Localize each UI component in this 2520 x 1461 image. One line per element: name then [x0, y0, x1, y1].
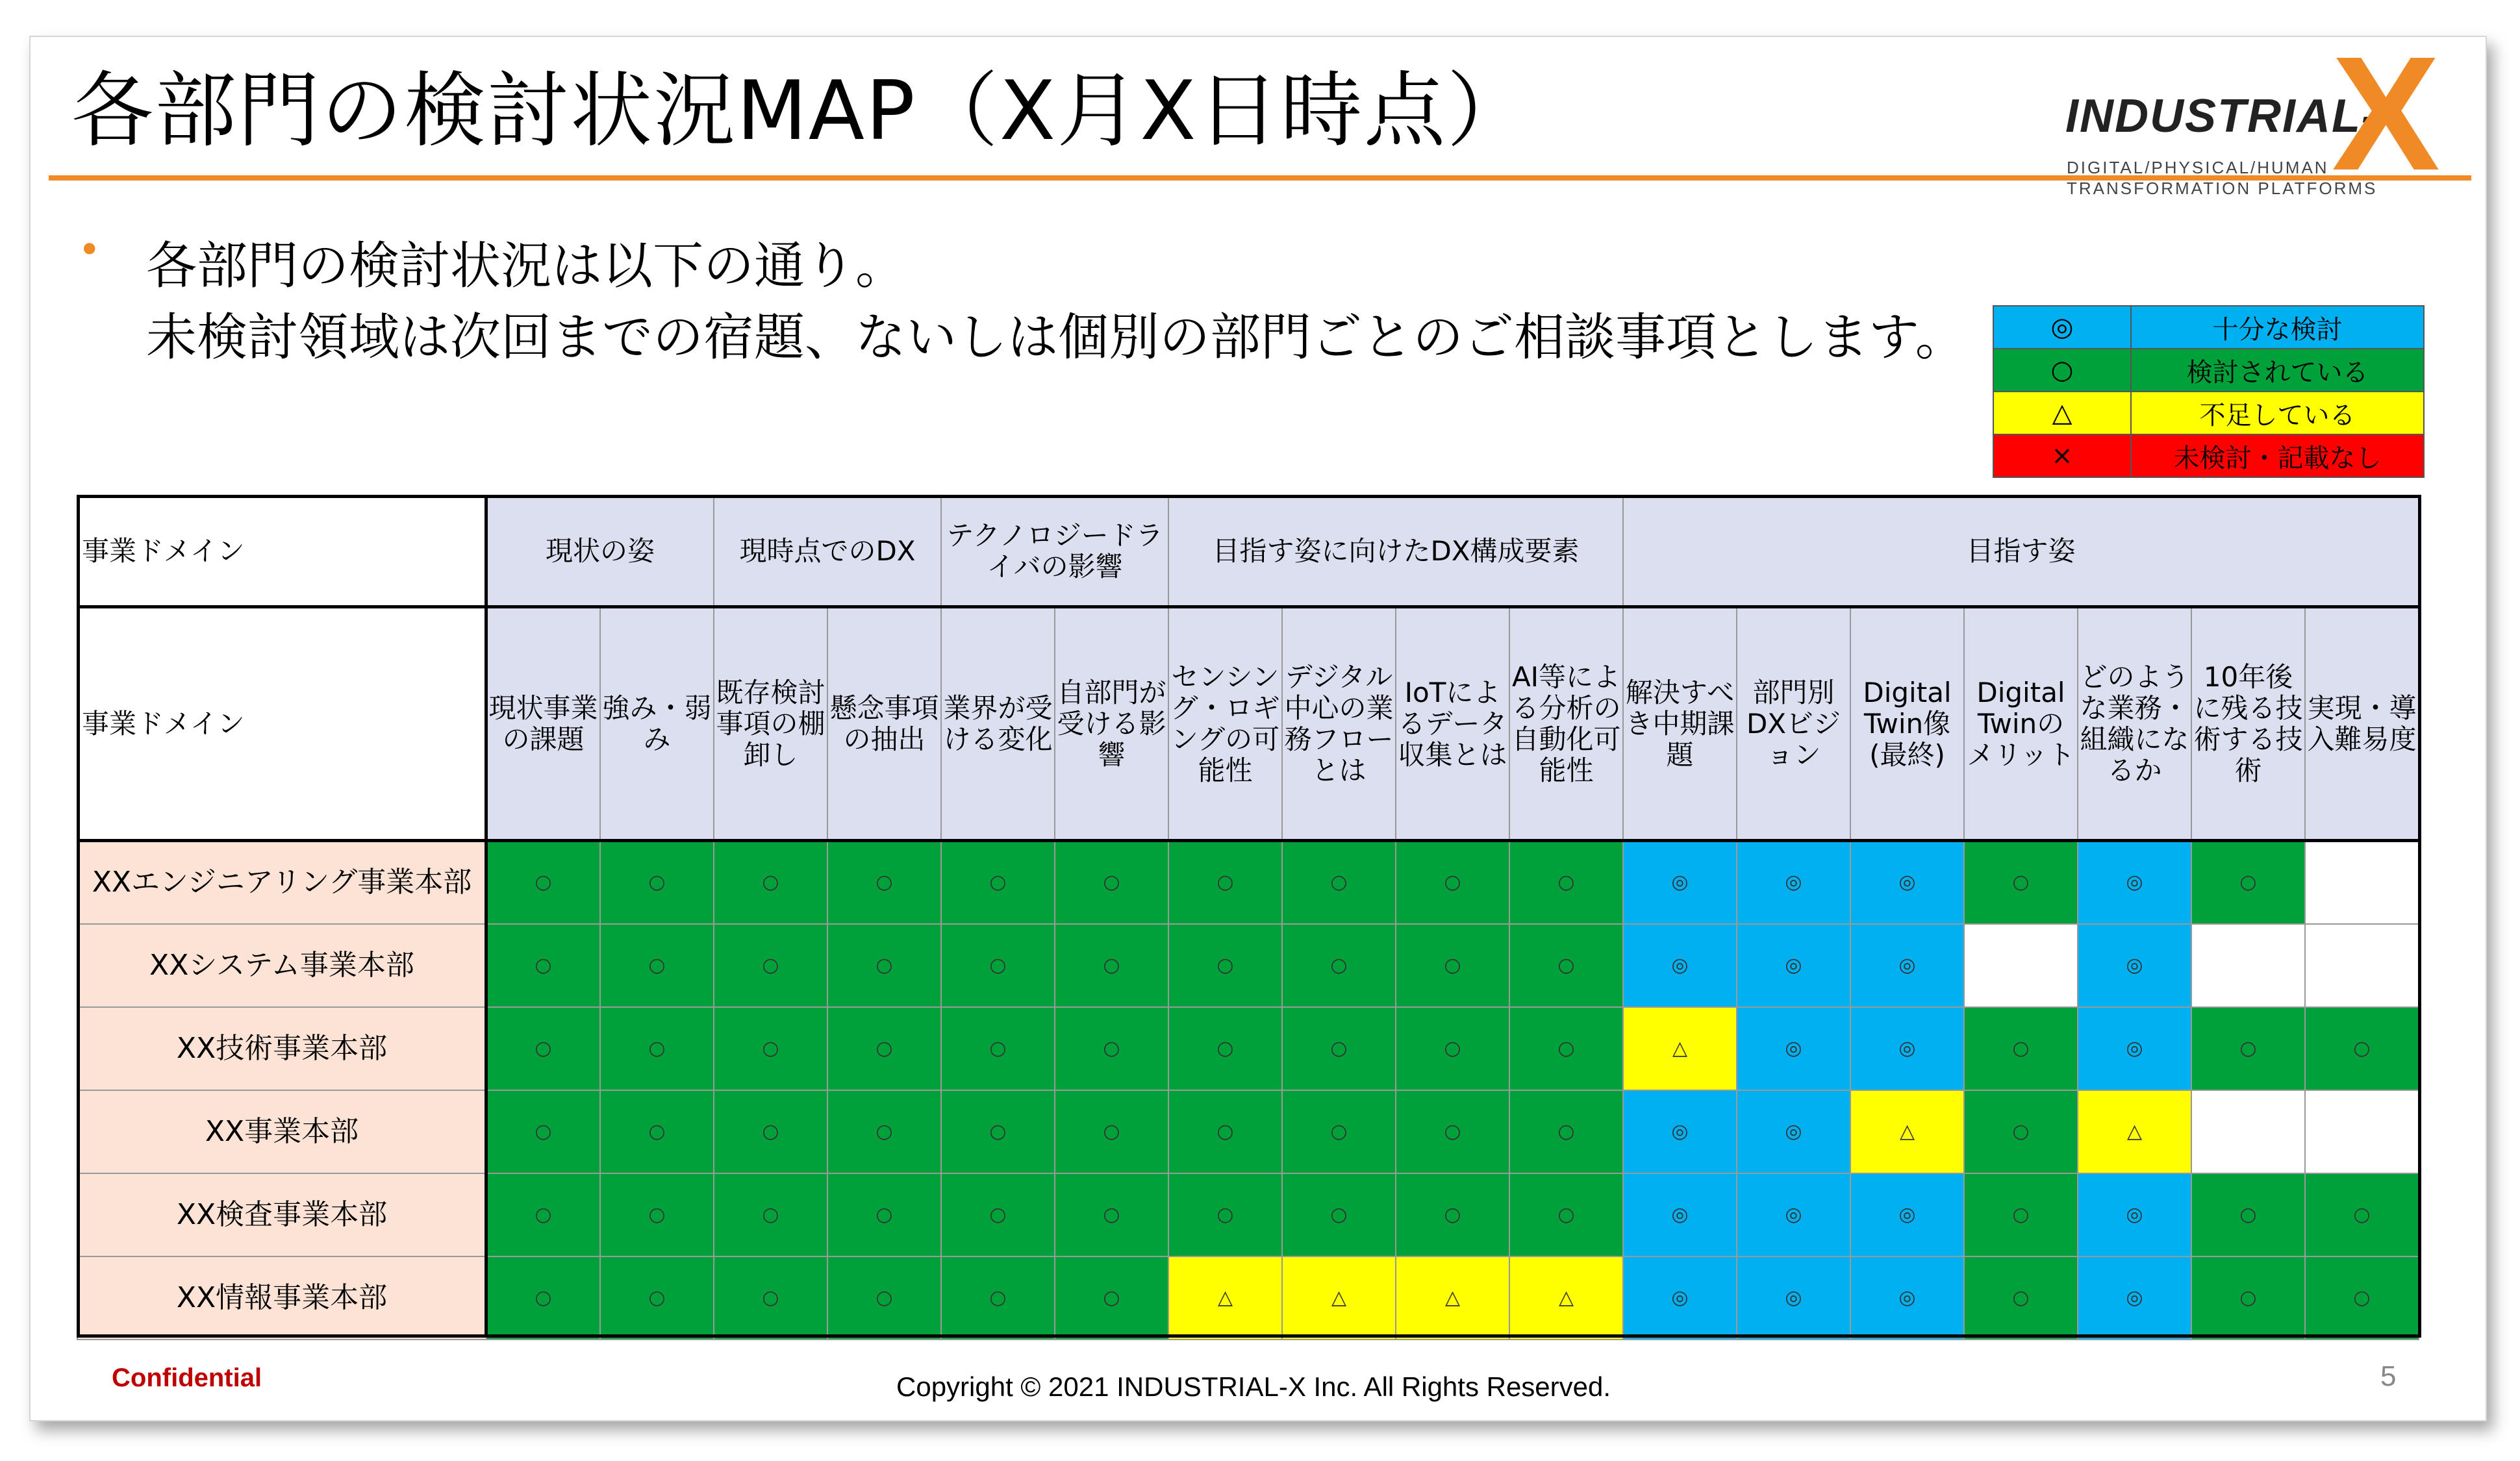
status-cell: ○: [827, 841, 941, 924]
company-logo: [2046, 23, 2462, 204]
status-cell: ◎: [2078, 924, 2191, 1007]
page-number: 5: [2380, 1360, 2397, 1392]
status-cell: △: [1282, 1256, 1396, 1340]
status-cell: [2191, 924, 2305, 1007]
table-divider-1: [77, 605, 2421, 608]
header-domain-2: 事業ドメイン: [77, 607, 486, 841]
status-cell: ◎: [1850, 1007, 1964, 1090]
status-cell: [1964, 924, 2078, 1007]
status-cell: ○: [941, 1173, 1055, 1256]
status-cell: ◎: [1737, 1007, 1850, 1090]
table-row: [77, 1256, 2419, 1340]
legend-symbol: ○: [1993, 349, 2131, 392]
status-cell: △: [1850, 1090, 1964, 1173]
status-cell: ○: [486, 841, 600, 924]
column-header: AI等による分析の自動化可能性: [1509, 607, 1623, 841]
status-cell: ○: [1964, 1173, 2078, 1256]
logo-x-mark: X: [2332, 23, 2440, 204]
status-cell: ○: [941, 1256, 1055, 1340]
status-cell: ○: [714, 1173, 827, 1256]
column-header: IoTによるデータ収集とは: [1396, 607, 1509, 841]
status-cell: ○: [714, 1007, 827, 1090]
status-cell: ◎: [2078, 1173, 2191, 1256]
status-cell: ◎: [1623, 924, 1737, 1007]
status-cell: ○: [486, 1173, 600, 1256]
status-cell: ○: [1055, 1090, 1168, 1173]
group-header: 現状の姿: [486, 495, 714, 607]
status-cell: ○: [941, 1007, 1055, 1090]
status-map-table: [77, 495, 2419, 1340]
legend-label: 不足している: [2131, 392, 2424, 434]
status-cell: ○: [2191, 1256, 2305, 1340]
group-header: 目指す姿に向けたDX構成要素: [1168, 495, 1623, 607]
legend-row: [1993, 349, 2424, 392]
status-cell: ○: [714, 1090, 827, 1173]
legend-label: 未検討・記載なし: [2131, 434, 2424, 477]
status-cell: ○: [2305, 1256, 2419, 1340]
status-cell: ○: [1509, 1007, 1623, 1090]
table-row: [77, 1173, 2419, 1256]
status-cell: ◎: [1850, 1256, 1964, 1340]
status-cell: ○: [1055, 841, 1168, 924]
bullet-icon: •: [78, 227, 101, 273]
status-cell: ◎: [1737, 1173, 1850, 1256]
column-header: デジタル中心の業務フローとは: [1282, 607, 1396, 841]
status-cell: ○: [1055, 1007, 1168, 1090]
status-cell: ○: [1282, 841, 1396, 924]
status-cell: ○: [1282, 1090, 1396, 1173]
column-header: 強み・弱み: [600, 607, 714, 841]
status-cell: ○: [2191, 1173, 2305, 1256]
column-header: 現状事業の課題: [486, 607, 600, 841]
row-department-name: XX事業本部: [77, 1090, 486, 1173]
status-cell: ◎: [2078, 1256, 2191, 1340]
status-cell: ○: [600, 1173, 714, 1256]
status-cell: ○: [600, 841, 714, 924]
status-cell: ◎: [2078, 1007, 2191, 1090]
column-header: 自部門が受ける影響: [1055, 607, 1168, 841]
status-cell: ◎: [1623, 1256, 1737, 1340]
legend-row: [1993, 434, 2424, 477]
status-cell: ○: [1168, 924, 1282, 1007]
status-cell: ○: [486, 1256, 600, 1340]
status-cell: ○: [2191, 841, 2305, 924]
column-header: Digital Twinのメリット: [1964, 607, 2078, 841]
status-cell: △: [2078, 1090, 2191, 1173]
status-cell: ○: [1282, 1007, 1396, 1090]
legend-symbol: ×: [1993, 434, 2131, 477]
status-cell: ○: [1055, 1256, 1168, 1340]
table-row: [77, 1007, 2419, 1090]
status-cell: ○: [1055, 1173, 1168, 1256]
legend-label: 検討されている: [2131, 349, 2424, 392]
status-cell: ○: [2305, 1007, 2419, 1090]
table-divider-domain: [485, 495, 488, 1338]
status-cell: ○: [1168, 841, 1282, 924]
status-cell: ○: [1282, 1173, 1396, 1256]
status-cell: ○: [1964, 1256, 2078, 1340]
status-cell: ◎: [1850, 841, 1964, 924]
row-department-name: XX情報事業本部: [77, 1256, 486, 1340]
status-cell: ○: [714, 924, 827, 1007]
status-cell: ◎: [2078, 841, 2191, 924]
status-cell: ○: [1396, 841, 1509, 924]
status-cell: △: [1396, 1256, 1509, 1340]
status-cell: ○: [600, 924, 714, 1007]
legend-label: 十分な検討: [2131, 306, 2424, 349]
status-cell: ○: [486, 924, 600, 1007]
row-department-name: XXエンジニアリング事業本部: [77, 841, 486, 924]
status-cell: ◎: [1623, 1090, 1737, 1173]
column-header: 部門別DXビジョン: [1737, 607, 1850, 841]
logo-tagline: [2067, 157, 2377, 199]
legend-symbol: ◎: [1993, 306, 2131, 349]
status-cell: ◎: [1623, 1173, 1737, 1256]
column-header: 実現・導入難易度: [2305, 607, 2419, 841]
status-cell: [2305, 841, 2419, 924]
status-cell: ○: [486, 1007, 600, 1090]
column-header: 懸念事項の抽出: [827, 607, 941, 841]
table-divider-2: [77, 839, 2421, 842]
legend-table: [1993, 305, 2425, 478]
status-cell: ○: [1396, 1090, 1509, 1173]
status-cell: ○: [827, 1256, 941, 1340]
status-cell: ○: [486, 1090, 600, 1173]
confidential-label: Confidential: [112, 1364, 262, 1392]
bullet-line-1: 各部門の検討状況は以下の通り。: [146, 237, 907, 295]
status-cell: ○: [1396, 924, 1509, 1007]
copyright-text: Copyright © 2021 INDUSTRIAL-X Inc. All Rights Reserved.: [896, 1371, 1611, 1402]
status-cell: ○: [1964, 1007, 2078, 1090]
legend-symbol: △: [1993, 392, 2131, 434]
row-department-name: XX検査事業本部: [77, 1173, 486, 1256]
bullet-text: [146, 231, 1966, 373]
status-cell: ○: [1509, 924, 1623, 1007]
status-cell: ◎: [1850, 1173, 1964, 1256]
status-cell: ○: [827, 1007, 941, 1090]
status-cell: ○: [941, 841, 1055, 924]
status-cell: ○: [827, 1090, 941, 1173]
bullet-line-2: 未検討領域は次回までの宿題、ないしは個別の部門ごとのご相談事項とします。: [146, 308, 1966, 367]
status-cell: ◎: [1850, 924, 1964, 1007]
status-cell: ○: [2191, 1007, 2305, 1090]
status-cell: [2191, 1090, 2305, 1173]
status-cell: ○: [1964, 1090, 2078, 1173]
status-cell: [2305, 924, 2419, 1007]
group-header: 目指す姿: [1623, 495, 2419, 607]
status-cell: ◎: [1737, 924, 1850, 1007]
status-cell: ◎: [1737, 1090, 1850, 1173]
logo-wordmark: INDUSTRIAL-: [2065, 90, 2378, 142]
column-header: 解決すべき中期課題: [1623, 607, 1737, 841]
legend-row: [1993, 306, 2424, 349]
row-department-name: XX技術事業本部: [77, 1007, 486, 1090]
row-department-name: XXシステム事業本部: [77, 924, 486, 1007]
status-cell: ○: [1509, 1090, 1623, 1173]
status-cell: ○: [827, 924, 941, 1007]
status-cell: ○: [1168, 1007, 1282, 1090]
table-row: [77, 841, 2419, 924]
status-cell: ○: [941, 924, 1055, 1007]
status-cell: ○: [1964, 841, 2078, 924]
status-cell: ○: [2305, 1173, 2419, 1256]
column-header: 業界が受ける変化: [941, 607, 1055, 841]
status-cell: ○: [600, 1007, 714, 1090]
group-header: 現時点でのDX: [714, 495, 941, 607]
status-cell: ○: [1396, 1007, 1509, 1090]
status-cell: ○: [714, 841, 827, 924]
column-header: センシング・ロギングの可能性: [1168, 607, 1282, 841]
status-cell: ◎: [1623, 841, 1737, 924]
logo-tagline-line1: DIGITAL/PHYSICAL/HUMAN: [2067, 158, 2329, 177]
status-cell: ○: [1168, 1173, 1282, 1256]
header-domain: 事業ドメイン: [77, 495, 486, 607]
status-cell: ○: [1509, 1173, 1623, 1256]
column-header: どのような業務・組織になるか: [2078, 607, 2191, 841]
status-cell: ○: [714, 1256, 827, 1340]
table-row: [77, 1090, 2419, 1173]
column-header: 既存検討事項の棚卸し: [714, 607, 827, 841]
status-cell: ○: [1396, 1173, 1509, 1256]
status-cell: △: [1623, 1007, 1737, 1090]
status-cell: ◎: [1737, 841, 1850, 924]
status-cell: ○: [1168, 1090, 1282, 1173]
column-header: Digital Twin像(最終): [1850, 607, 1964, 841]
status-cell: ○: [1509, 841, 1623, 924]
status-cell: ◎: [1737, 1256, 1850, 1340]
legend-row: [1993, 392, 2424, 434]
column-header: 10年後に残る技術する技術: [2191, 607, 2305, 841]
status-cell: ○: [600, 1090, 714, 1173]
status-cell: ○: [600, 1256, 714, 1340]
status-cell: [2305, 1090, 2419, 1173]
status-cell: ○: [941, 1090, 1055, 1173]
logo-tagline-line2: TRANSFORMATION PLATFORMS: [2067, 179, 2378, 198]
group-header: テクノロジードライバの影響: [941, 495, 1168, 607]
status-cell: △: [1509, 1256, 1623, 1340]
table-row: [77, 924, 2419, 1007]
status-cell: △: [1168, 1256, 1282, 1340]
status-cell: ○: [1282, 924, 1396, 1007]
page-title: 各部門の検討状況MAP（X月X日時点）: [71, 63, 1530, 158]
status-cell: ○: [1055, 924, 1168, 1007]
status-cell: ○: [827, 1173, 941, 1256]
